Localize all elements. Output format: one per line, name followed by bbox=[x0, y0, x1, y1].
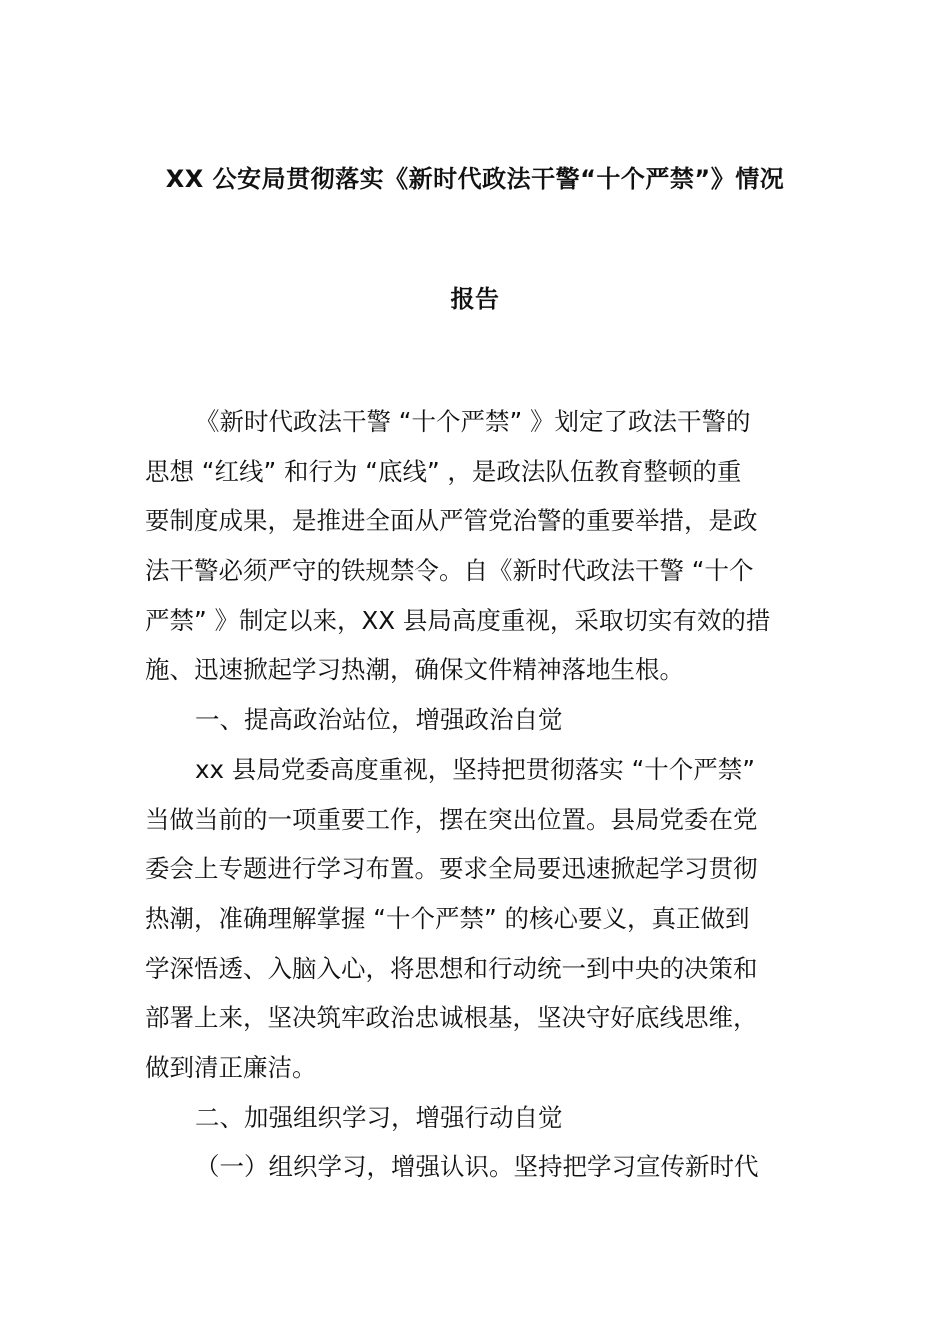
body-line: 施、迅速掀起学习热潮，确保文件精神落地生根。 bbox=[145, 655, 684, 685]
body-line: （一）组织学习，增强认识。坚持把学习宣传新时代 bbox=[195, 1152, 759, 1182]
body-line: 要制度成果，是推进全面从严管党治警的重要举措，是政 bbox=[145, 506, 758, 536]
body-line: 部署上来，坚决筑牢政治忠诚根基，坚决守好底线思维， bbox=[145, 1003, 758, 1033]
document-title-line-2: 报告 bbox=[450, 285, 500, 313]
document-body bbox=[145, 397, 807, 1192]
section-heading-1: 一、提高政治站位，增强政治自觉 bbox=[195, 705, 563, 735]
body-line: 热潮，准确理解掌握 “十个严禁” 的核心要义，真正做到 bbox=[145, 903, 750, 933]
body-line: 当做当前的一项重要工作，摆在突出位置。县局党委在党 bbox=[145, 804, 758, 834]
body-line: 委会上专题进行学习布置。要求全局要迅速掀起学习贯彻 bbox=[145, 854, 758, 884]
body-line: 《新时代政法干警 “十个严禁” 》划定了政法干警的 bbox=[195, 407, 751, 436]
body-line: 思想 “红线” 和行为 “底线” ，是政法队伍教育整顿的重 bbox=[145, 456, 742, 486]
body-line: 法干警必须严守的铁规禁令。自《新时代政法干警 “十个 bbox=[145, 556, 754, 586]
section-heading-2: 二、加强组织学习，增强行动自觉 bbox=[195, 1102, 563, 1132]
body-line: 严禁” 》制定以来，XX 县局高度重视，采取切实有效的措 bbox=[145, 605, 771, 635]
document-title-line-1: XX 公安局贯彻落实《新时代政法干警“十个严禁”》情况 bbox=[165, 165, 785, 193]
body-line: 做到清正廉洁。 bbox=[145, 1052, 317, 1082]
body-line: xx 县局党委高度重视，坚持把贯彻落实 “十个严禁” bbox=[195, 754, 755, 784]
body-line: 学深悟透、入脑入心，将思想和行动统一到中央的决策和 bbox=[145, 953, 758, 983]
